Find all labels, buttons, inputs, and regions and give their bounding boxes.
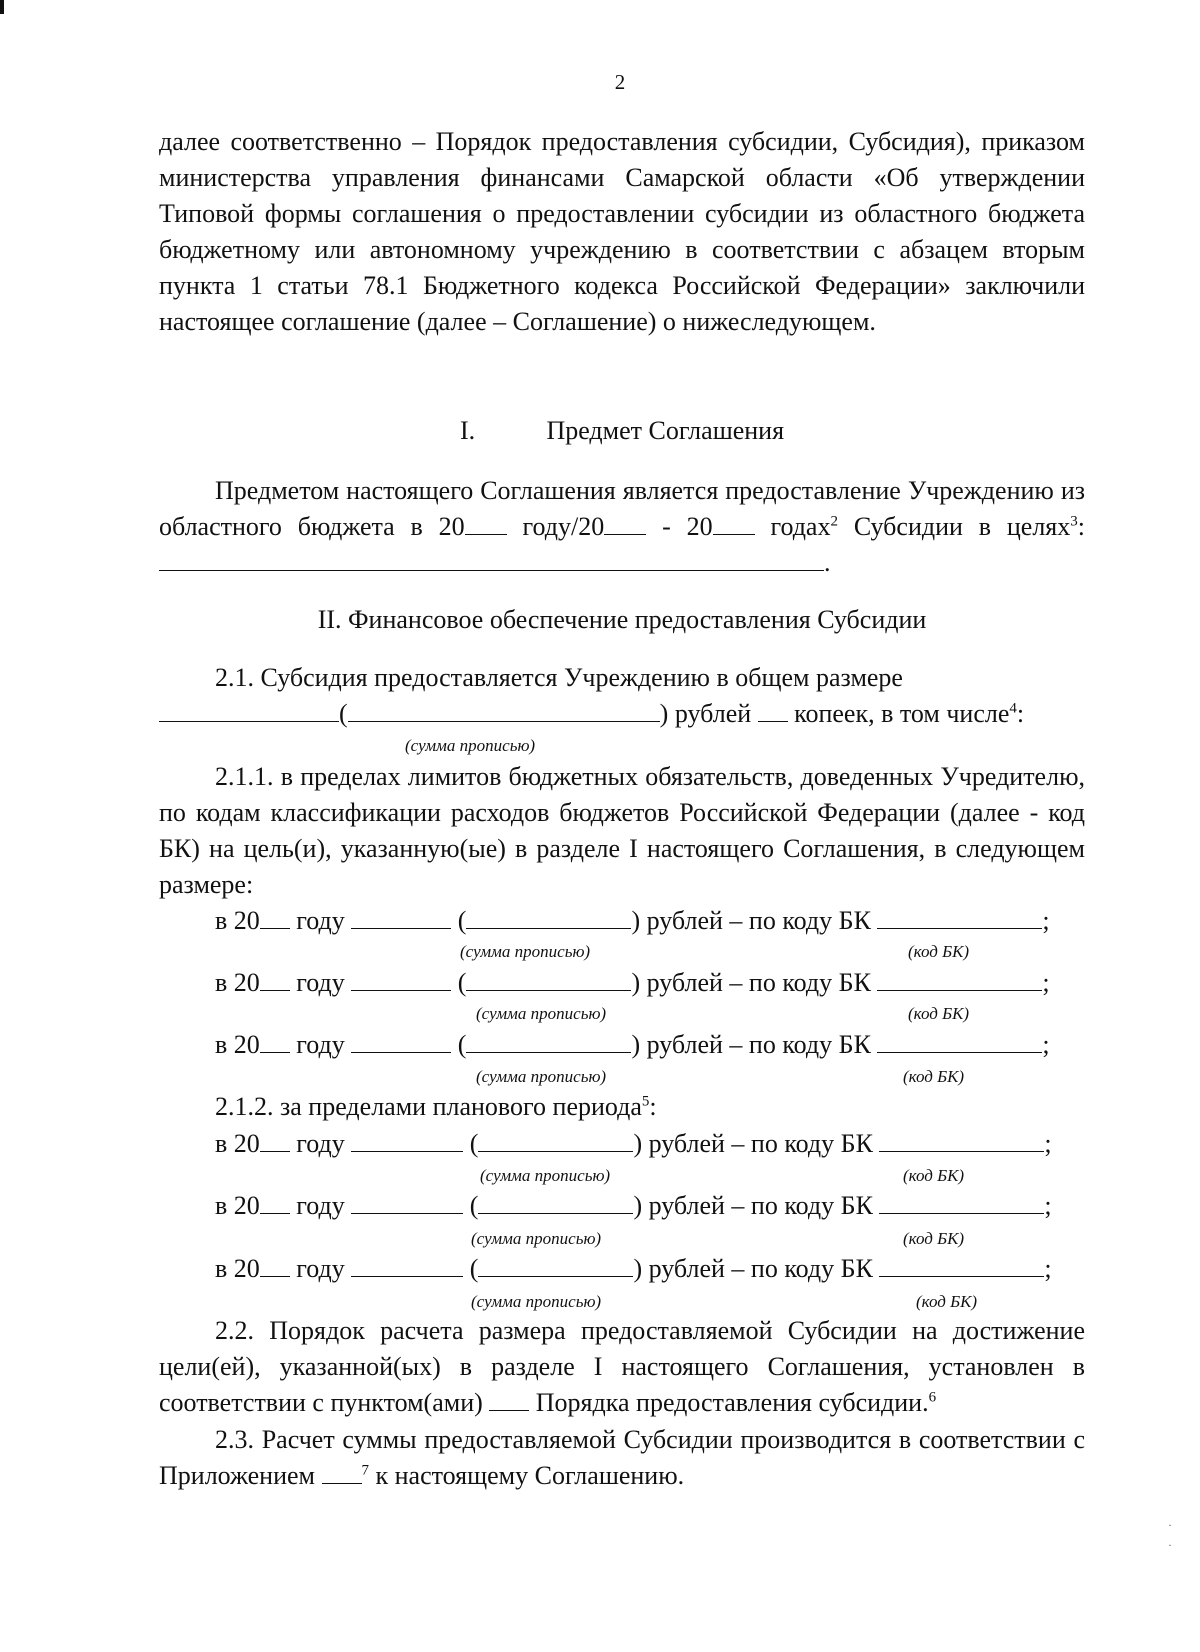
blank-words [478,1254,633,1277]
footnote-4: 4 [1009,700,1017,717]
para-2-1-2 [215,1092,657,1122]
budget-row [215,1191,1052,1221]
blank-words [466,968,631,991]
caption-kbk: (код БК) [903,1067,965,1086]
blank-amount [351,1254,463,1277]
colon: : [649,1092,657,1121]
blank-appendix [322,1461,362,1484]
caption-sum: (сумма прописью) [476,1004,607,1023]
blank-year [260,968,290,991]
row-paren: ( [457,968,467,997]
para-2-1-1: 2.1.1. в пределах лимитов бюджетных обязательств, доведенных Учредителю, по кодам классификации расходов бюджетов Российской Федерации (далее - код БК) на цель(и), указанную(ые) в разделе I настоящего Соглашения, в следующем размере: [159,762,1085,899]
subject-period: . [824,548,831,577]
para-2-1 [159,660,1085,696]
blank-amount [351,1129,463,1152]
budget-row [215,1030,1050,1060]
blank-year-1 [465,512,507,535]
blank-kbk [879,1191,1044,1214]
para-2-2-text: 2.2. Порядок расчета размера предоставляемой Субсидии на достижение цели(ей), указанной(ых) в разделе I настоящего Соглашения, установлен в соответствии с пунктом(ами) [159,1316,1085,1417]
blank-year [260,1030,290,1053]
footnote-7: 7 [361,1462,369,1479]
caption-kbk: (код БК) [908,942,970,961]
row-end: ; [1044,1254,1052,1283]
row-rubles: ) рублей – по коду БК [633,1254,873,1283]
budget-row [215,1254,1052,1284]
row-god: году [296,1030,345,1059]
blank-amount [351,906,451,929]
blank-kbk [877,968,1042,991]
caption-sum: (сумма прописью) [471,1292,602,1311]
row-paren: ( [469,1254,479,1283]
para-2-3-text-b: к настоящему Соглашению. [375,1461,685,1490]
section-1-title: Предмет Соглашения [546,416,785,445]
row-god: году [296,968,345,997]
subject-text-e: Субсидии в целях [853,512,1071,541]
row-year: в 20 [215,1254,260,1283]
row-end: ; [1042,968,1050,997]
row-paren: ( [457,1030,467,1059]
blank-total-amount [159,699,339,722]
caption-kbk: (код БК) [903,1166,965,1185]
row-year: в 20 [215,1191,260,1220]
blank-kbk [877,906,1042,929]
para-2-1-amount-line [159,699,1024,729]
row-paren: ( [457,906,467,935]
page-number: 2 [614,70,626,94]
blank-year-3 [713,512,755,535]
paren-open: ( [339,699,348,728]
blank-total-words [348,699,660,722]
caption-sum: (сумма прописью) [471,1229,602,1248]
blank-words [466,906,631,929]
row-year: в 20 [215,906,260,935]
row-rubles: ) рублей – по коду БК [633,1129,873,1158]
intro-paragraph: далее соответственно – Порядок предоставления субсидии, Субсидия), приказом министерства управления финансами Самарской области «Об утверждении Типовой формы соглашения о предоставлении субсидии из областного бюджета бюджетному или автономному учреждению в соответствии с абзацем вторым пункта 1 статьи 78.1 Бюджетного кодекса Российской Федерации» заключили настоящее соглашение (далее – Соглашение) о нижеследующем. [159,127,1085,336]
row-god: году [296,1129,345,1158]
row-rubles: ) рублей – по коду БК [631,906,871,935]
para-2-2 [159,1313,1085,1421]
budget-row [215,906,1050,936]
row-end: ; [1044,1191,1052,1220]
para-2-3 [159,1422,1085,1494]
blank-purpose [159,548,824,571]
row-god: году [296,906,345,935]
blank-year [260,1129,290,1152]
blank-year-2 [604,512,646,535]
blank-year [260,906,290,929]
row-paren: ( [469,1129,479,1158]
blank-kbk [877,1030,1042,1053]
blank-amount [351,1191,463,1214]
para-2-2-text-b: Порядка предоставления субсидии. [535,1388,929,1417]
footnote-2: 2 [830,513,838,530]
rubles-label: ) рублей [659,699,752,728]
scan-specks: · · [1168,1518,1172,1552]
blank-amount [351,968,451,991]
blank-year [260,1191,290,1214]
row-year: в 20 [215,1129,260,1158]
para-2-3-text: 2.3. Расчет суммы предоставляемой Субсидии производится в соответствии с Приложением [159,1425,1085,1490]
subject-text-c: - 20 [662,512,713,541]
budget-row [215,968,1050,998]
row-rubles: ) рублей – по коду БК [633,1191,873,1220]
section-2-heading: II. Финансовое обеспечение предоставления Субсидии [317,605,927,634]
row-year: в 20 [215,968,260,997]
blank-kopecks [758,699,788,722]
subject-text-a: Предметом настоящего Соглашения является предоставление Учреждению из областного бюджета в 20 [159,476,1085,541]
footnote-5: 5 [641,1093,650,1110]
row-god: году [296,1254,345,1283]
caption-sum-words: (сумма прописью) [405,736,536,755]
caption-kbk: (код БК) [903,1229,965,1248]
caption-sum: (сумма прописью) [476,1067,607,1086]
blank-year [260,1254,290,1277]
row-rubles: ) рублей – по коду БК [631,968,871,997]
subject-colon: : [1077,512,1085,541]
budget-row [215,1129,1052,1159]
caption-sum: (сумма прописью) [460,942,591,961]
section-1-number: I. [459,416,476,445]
subject-text-b: году/20 [522,512,605,541]
row-year: в 20 [215,1030,260,1059]
blank-amount [351,1030,451,1053]
colon: : [1016,699,1025,728]
scan-corner-mark [0,0,4,14]
row-end: ; [1042,906,1050,935]
blank-words [466,1030,631,1053]
caption-kbk: (код БК) [916,1292,978,1311]
blank-kbk [879,1254,1044,1277]
row-end: ; [1044,1129,1052,1158]
caption-kbk: (код БК) [908,1004,970,1023]
footnote-3: 3 [1070,513,1078,530]
blank-clause [489,1388,529,1411]
para-2-1-2-text: 2.1.2. за пределами планового периода [215,1092,642,1121]
blank-kbk [879,1129,1044,1152]
row-paren: ( [469,1191,479,1220]
blank-words [478,1129,633,1152]
footnote-6: 6 [928,1389,937,1406]
row-rubles: ) рублей – по коду БК [631,1030,871,1059]
row-god: году [296,1191,345,1220]
section-1-heading [159,416,1085,446]
subject-text-d: годах [770,512,831,541]
blank-words [478,1191,633,1214]
subject-paragraph [159,473,1085,581]
para-2-1-text: 2.1. Субсидия предоставляется Учреждению в общем размере [215,663,903,692]
kopecks-label: копеек, в том числе [794,699,1010,728]
row-end: ; [1042,1030,1050,1059]
caption-sum: (сумма прописью) [480,1166,611,1185]
